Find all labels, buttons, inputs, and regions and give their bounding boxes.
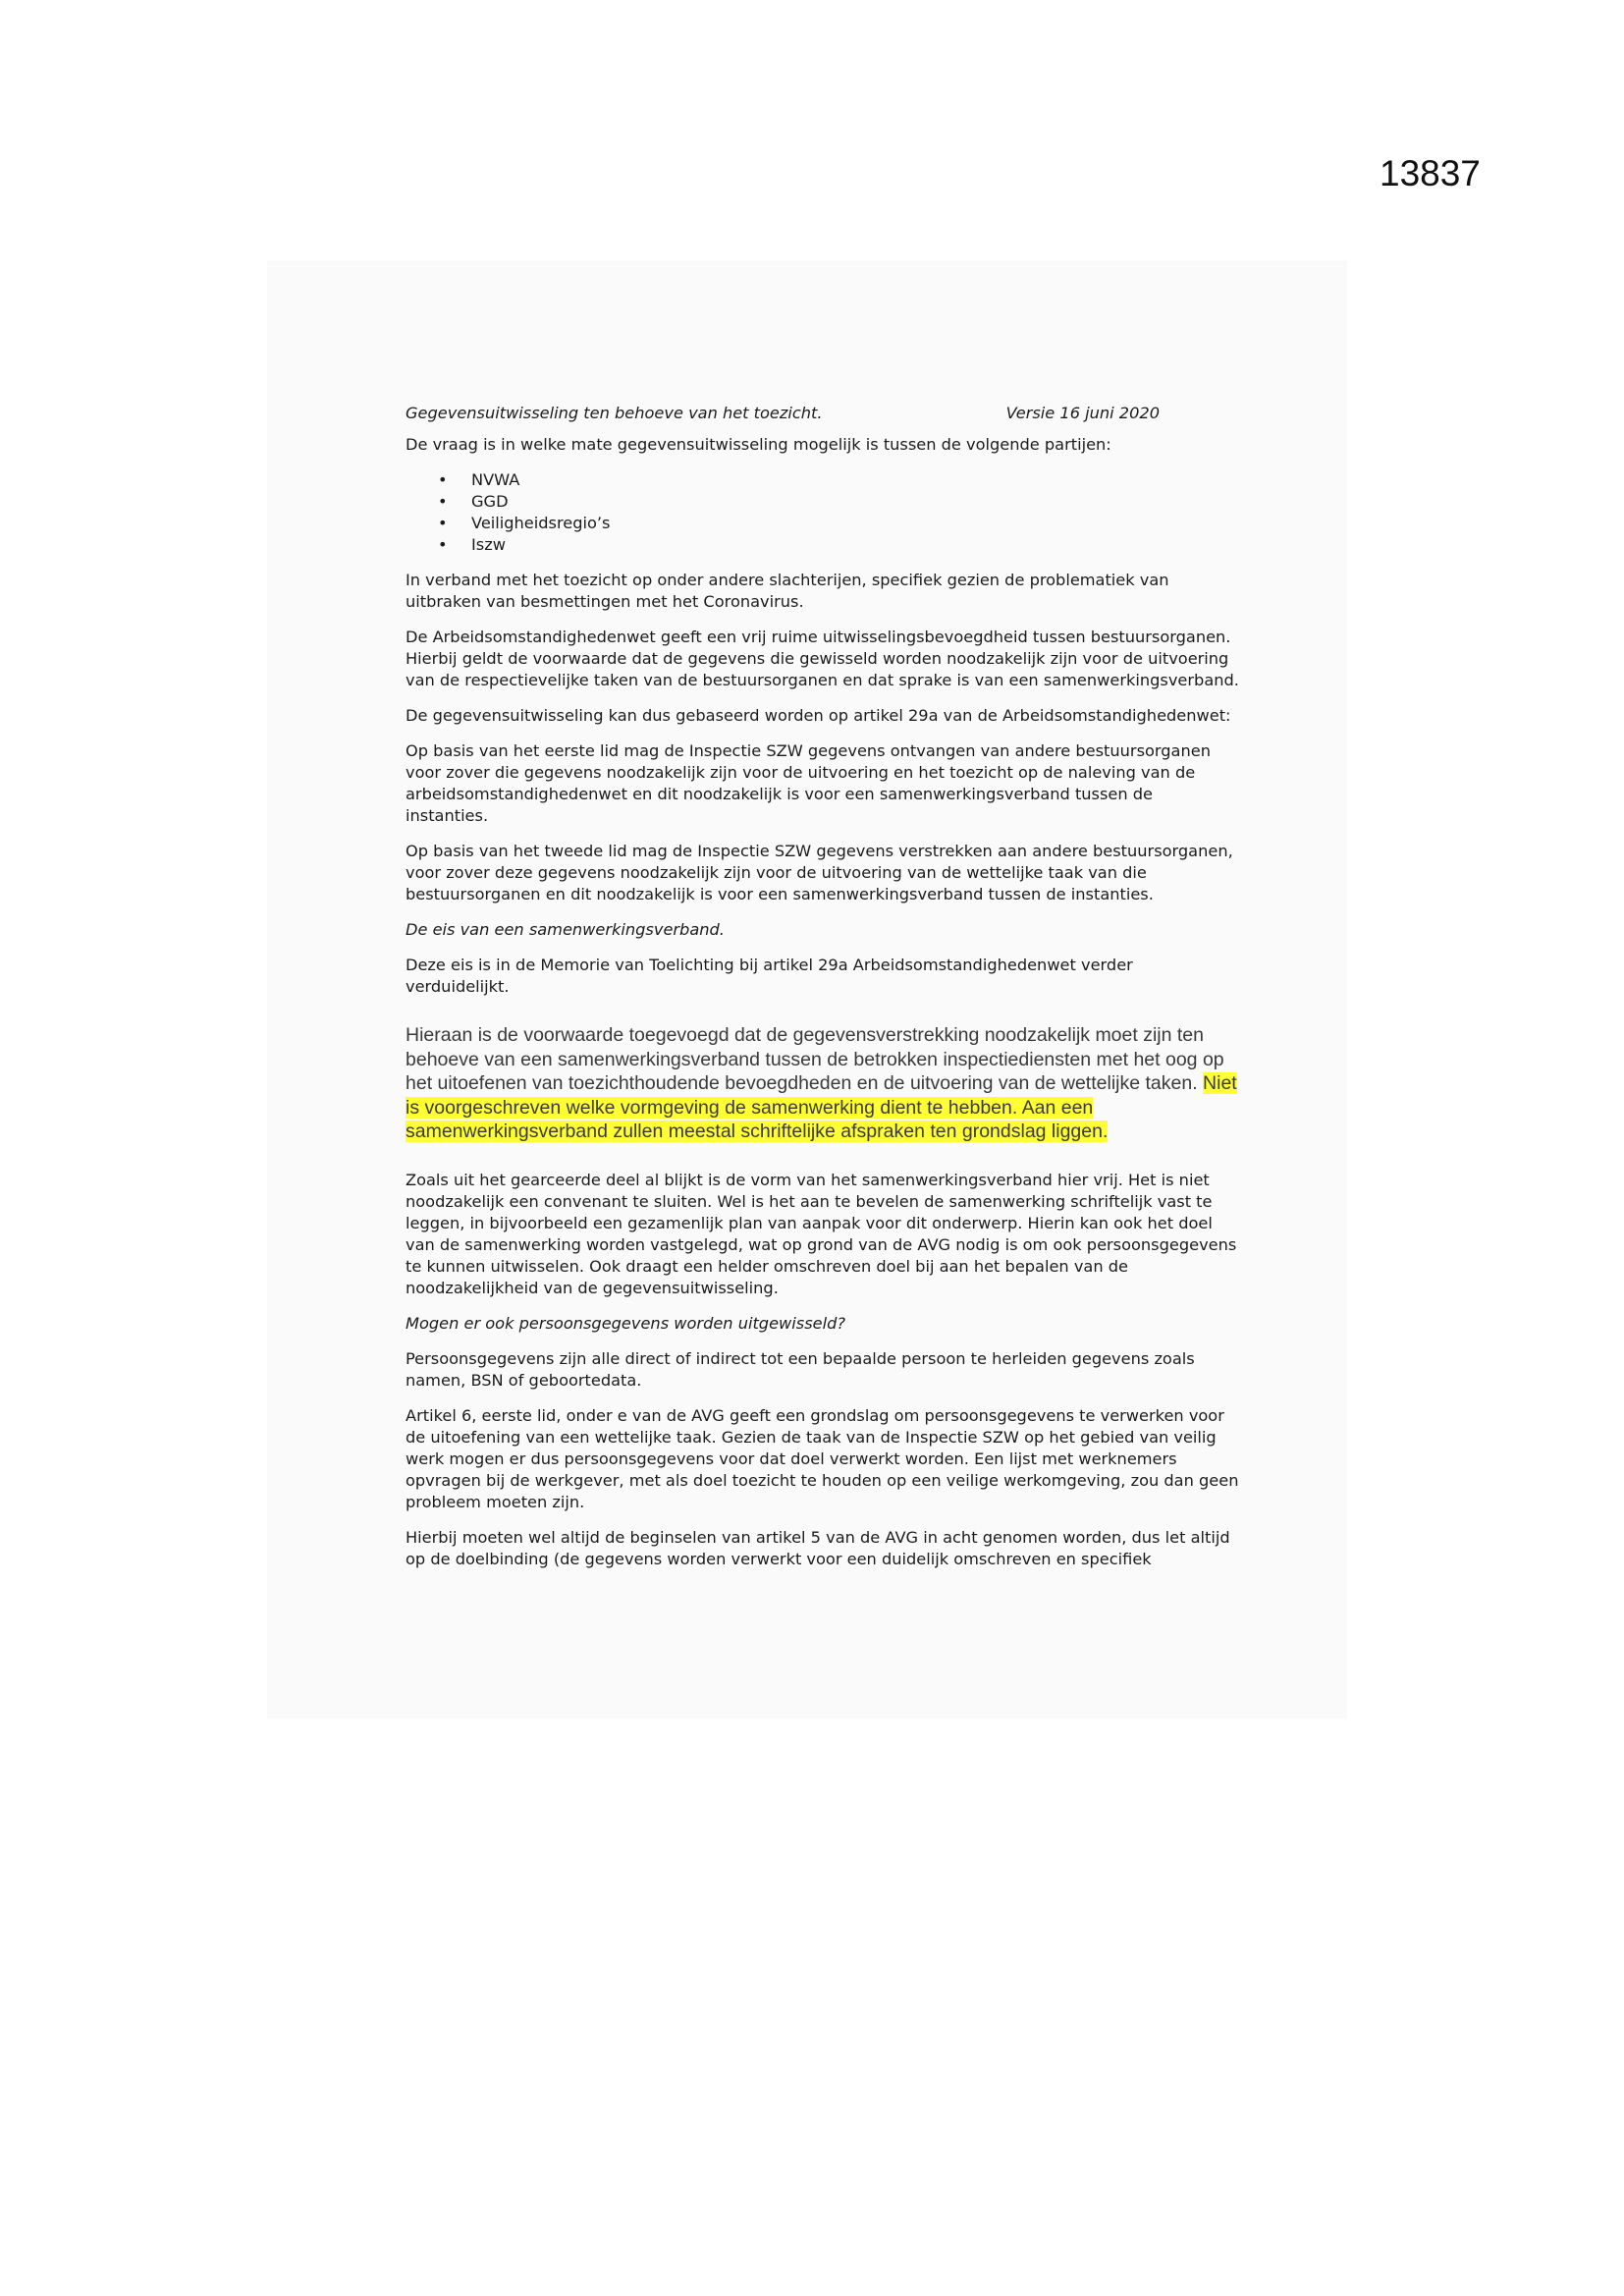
- document-body: [406, 403, 1240, 1584]
- paragraph-first-member: Op basis van het eerste lid mag de Inspectie SZW gegevens ontvangen van andere bestuursorganen voor zover die gegevens noodzakelijk zijn voor de uitvoering en het toezicht op de naleving van de arbeidsomstandighedenwet en dit noodzakelijk is voor een samenwerkingsverband tussen de instanties.: [406, 741, 1211, 825]
- section-heading-persoonsgegevens: Mogen er ook persoonsgegevens worden uitgewisseld?: [406, 1313, 845, 1333]
- highlighted-text: Niet is voorgeschreven welke vormgeving de samenwerking dient te hebben. Aan een samenwerkingsverband zullen meestal schriftelijke afspraken ten grondslag liggen.: [406, 1072, 1237, 1142]
- quote-text: Hieraan is de voorwaarde toegevoegd dat de gegevensverstrekking noodzakelijk moet zijn ten behoeve van een samenwerkingsverband tussen de betrokken inspectiediensten met het oog op het uitoefenen van toezichthoudende bevoegdheden en de uitvoering van de wettelijke taken.: [406, 1024, 1224, 1094]
- document-title: Gegevensuitwisseling ten behoeve van het toezicht.: [406, 404, 823, 422]
- paragraph-form-free: Zoals uit het gearceerde deel al blijkt is de vorm van het samenwerkingsverband hier vrij. Het is niet noodzakelijk een convenant te sluiten. Wel is het aan te bevelen de samenwerking schriftelijk vast te leggen, in bijvoorbeeld een gezamenlijk plan van aanpak voor dit onderwerp. Hierin kan ook het doel van de samenwerking worden vastgelegd, wat op grond van de AVG nodig is om ook persoonsgegevens te kunnen uitwisselen. Ook draagt een helder omschreven doel bij aan het bepalen van de noodzakelijkheid van de gegevensuitwisseling.: [406, 1170, 1237, 1297]
- paragraph-article-29a: De gegevensuitwisseling kan dus gebaseerd worden op artikel 29a van de Arbeidsomstandighedenwet:: [406, 706, 1231, 725]
- paragraph-definition: Persoonsgegevens zijn alle direct of indirect tot een bepaalde persoon te herleiden gegevens zoals namen, BSN of geboortedata.: [406, 1348, 1195, 1390]
- quote-block: [406, 1023, 1240, 1144]
- list-item: • GGD: [406, 491, 1240, 513]
- document-version: Versie 16 juni 2020: [1005, 404, 1160, 422]
- paragraph-article-5: Hierbij moeten wel altijd de beginselen van artikel 5 van de AVG in acht genomen worden, dus let altijd op de doelbinding (de gegevens worden verwerkt voor een duidelijk omschreven en specifiek: [406, 1527, 1230, 1568]
- paragraph-context: In verband met het toezicht op onder andere slachterijen, specifiek gezien de problematiek van uitbraken van besmettingen met het Coronavirus.: [406, 571, 1169, 611]
- paragraph-arbowet: De Arbeidsomstandighedenwet geeft een vrij ruime uitwisselingsbevoegdheid tussen bestuursorganen. Hierbij geldt de voorwaarde dat de gegevens die gewisseld worden noodzakelijk zijn voor de uitvoering van de respectievelijke taken van de bestuursorganen en dat sprake is van een samenwerkingsverband.: [406, 628, 1239, 689]
- section-heading-samenwerkingsverband: De eis van een samenwerkingsverband.: [406, 920, 725, 939]
- list-item: • Veiligheidsregio’s: [406, 513, 1240, 534]
- page-number: 13837: [1380, 153, 1481, 193]
- list-item: • Iszw: [406, 534, 1240, 556]
- paragraph-article-6: Artikel 6, eerste lid, onder e van de AVG geeft een grondslag om persoonsgegevens te verwerken voor de uitoefening van een wettelijke taak. Gezien de taak van de Inspectie SZW op het gebied van veilig werk mogen er dus persoonsgegevens voor dat doel verwerkt worden. Een lijst met werknemers opvragen bij de werkgever, met als doel toezicht te houden op een veilige werkomgeving, zou dan geen probleem moeten zijn.: [406, 1405, 1239, 1511]
- parties-list: [406, 469, 1240, 556]
- list-item: • NVWA: [406, 469, 1240, 491]
- paragraph-memorie: Deze eis is in de Memorie van Toelichting bij artikel 29a Arbeidsomstandighedenwet verder verduidelijkt.: [406, 956, 1133, 996]
- intro-paragraph: De vraag is in welke mate gegevensuitwisseling mogelijk is tussen de volgende partijen:: [406, 435, 1111, 454]
- paragraph-second-member: Op basis van het tweede lid mag de Inspectie SZW gegevens verstrekken aan andere bestuursorganen, voor zover deze gegevens noodzakelijk zijn voor de uitvoering van de wettelijke taak van die bestuursorganen en dit noodzakelijk is voor een samenwerkingsverband tussen de instanties.: [406, 842, 1233, 903]
- document-header: [406, 403, 1160, 424]
